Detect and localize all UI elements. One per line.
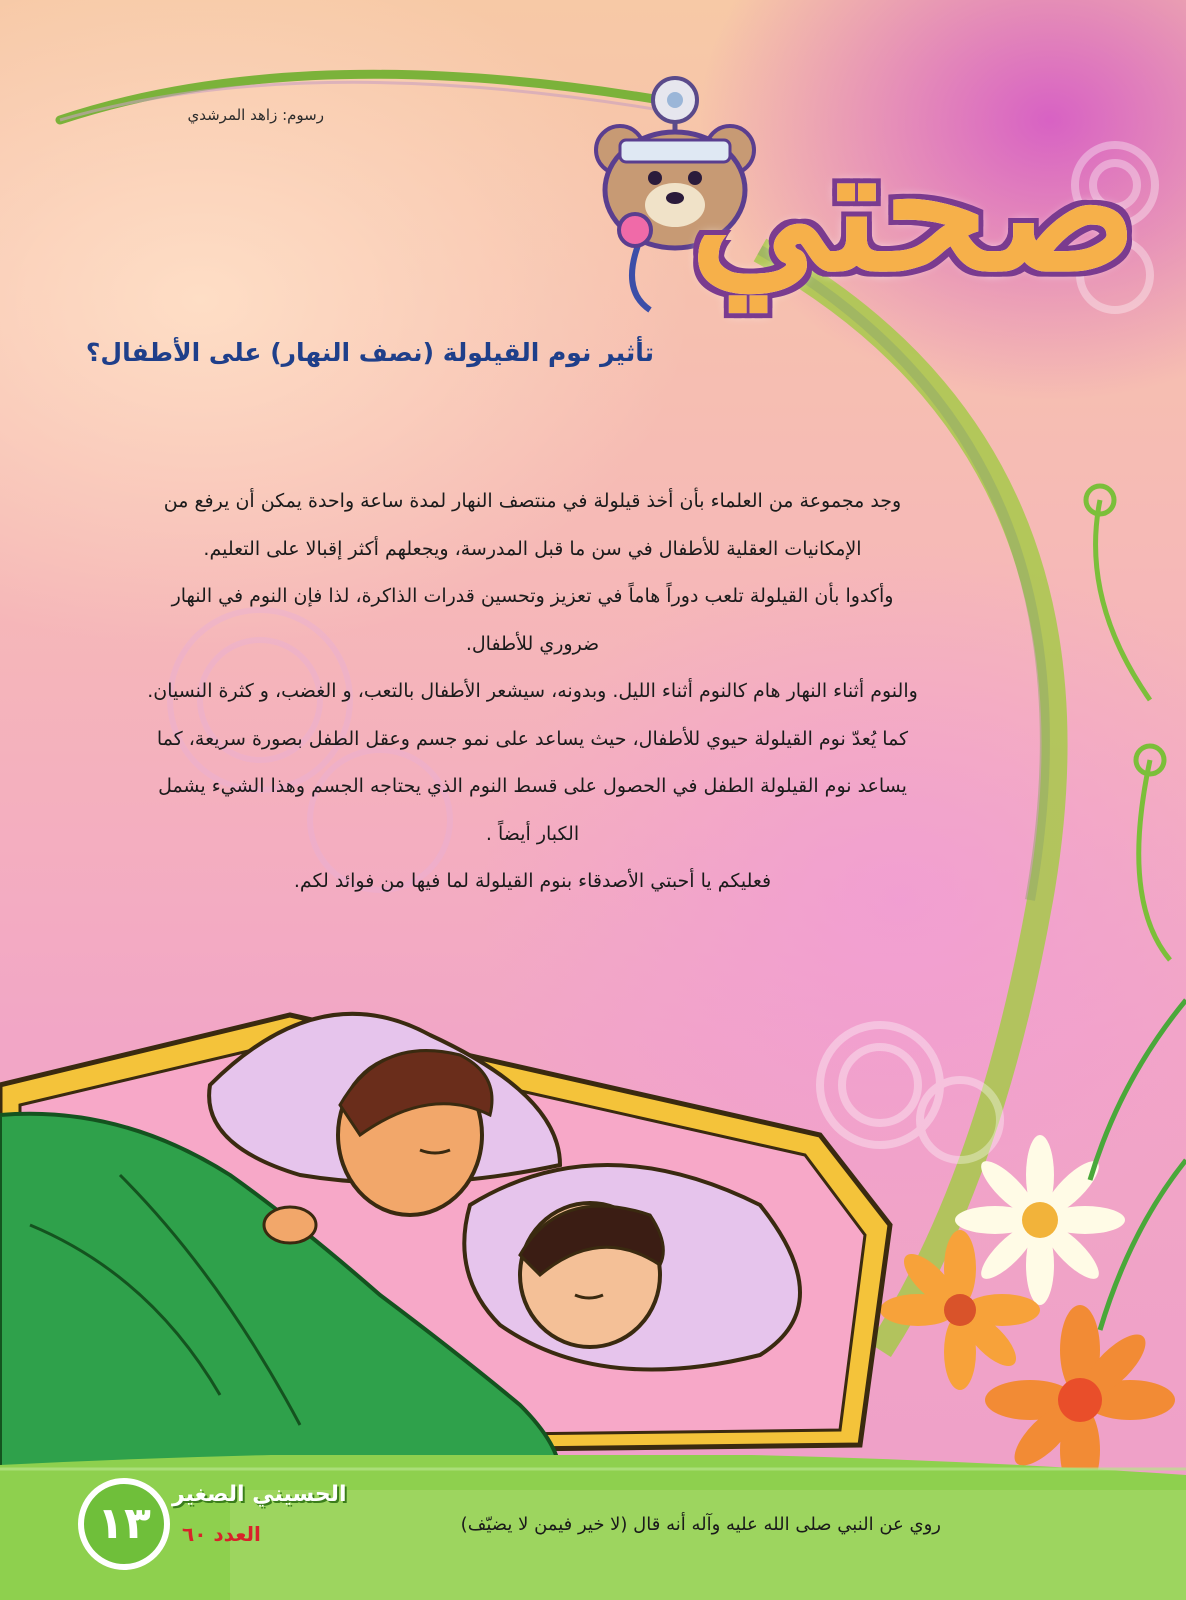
paragraph: كما يُعدّ نوم القيلولة حيوي للأطفال، حيث يساعد على نمو جسم وعقل الطفل بصورة سريعة، كما يساعد نوم القيلولة الطفل في الحصول على قسط النوم الذي يحتاجه الجسم وهذا الشيء يشمل الكبار أيضاً .: [156, 727, 909, 845]
page-number-badge: [78, 1478, 170, 1570]
article-body: [140, 478, 925, 906]
paragraph: وجد مجموعة من العلماء بأن أخذ قيلولة في منتصف النهار لمدة ساعة واحدة يمكن أن يرفع من الإمكانيات العقلية للأطفال في سن ما قبل المدرسة، ويجعلهم أكثر إقبالا على التعليم.: [163, 490, 902, 560]
paragraph: والنوم أثناء النهار هام كالنوم أثناء الليل. وبدونه، سيشعر الأطفال بالتعب، و الغضب، و كثرة النسيان.: [147, 680, 918, 702]
paragraph: وأكدوا بأن القيلولة تلعب دوراً هاماً في تعزيز وتحسين قدرات الذاكرة، لذا فإن النوم في النهار ضروري للأطفال.: [171, 585, 894, 655]
article-title: تأثير نوم القيلولة (نصف النهار) على الأطفال؟: [85, 338, 654, 367]
sleeping-children-illustration: [0, 975, 940, 1475]
magazine-name: الحسيني الصغير: [172, 1482, 347, 1507]
illustration-credit: رسوم: زاهد المرشدي: [187, 106, 324, 124]
stethoscope-icon: [632, 240, 650, 310]
hadith-quote: روي عن النبي صلى الله عليه وآله أنه قال (لا خير فيمن لا يضيّف): [460, 1514, 941, 1535]
paragraph: فعليكم يا أحبتي الأصدقاء بنوم القيلولة لما فيها من فوائد لكم.: [293, 870, 772, 892]
section-logo: صحتي: [690, 110, 1138, 310]
issue-number: العدد ٦٠: [182, 1522, 261, 1546]
page-number: ١٣: [97, 1498, 151, 1549]
